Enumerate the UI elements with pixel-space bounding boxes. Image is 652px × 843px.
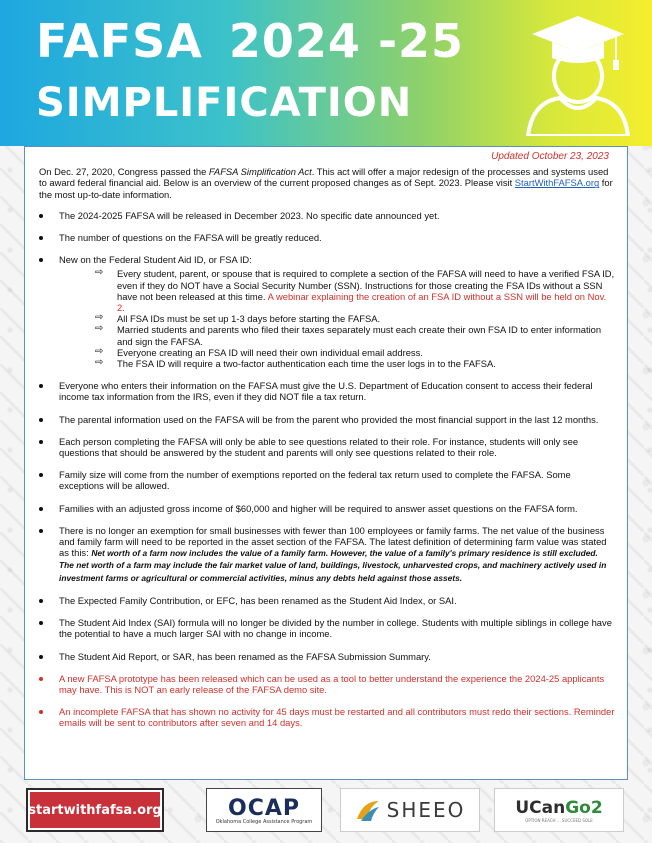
list-item: The Student Aid Index (SAI) formula will no longer be divided by the number in college. Students with multiple siblings in college have the potential to have a much larger SAI with no change in income. <box>37 617 615 639</box>
fsa-id-heading: New on the Federal Student Aid ID, or FSA ID: <box>59 254 252 266</box>
ucango2-logo-part-b: Go2 <box>565 797 603 818</box>
arrow-icon: ⇨ <box>95 312 104 324</box>
list-item: The parental information used on the FAFSA will be from the parent who provided the most financial support in the last 12 months. <box>37 414 615 425</box>
sub-item-text: The FSA ID will require a two-factor authentication each time the user logs in to the FAFSA. <box>117 358 496 370</box>
list-item: The 2024-2025 FAFSA will be released in December 2023. No specific date announced yet. <box>37 210 615 221</box>
list-item: Everyone who enters their information on the FAFSA must give the U.S. Department of Education consent to access their federal income tax information from the IRS, even if they did NOT file a tax return. <box>37 380 615 402</box>
ucango2-tagline: OPTION REACH ... SUCCEED SOLE <box>525 817 593 823</box>
updated-date: Updated October 23, 2023 <box>491 151 609 162</box>
list-item: The Expected Family Contribution, or EFC, has been renamed as the Student Aid Index, or SAI. <box>37 595 615 606</box>
ucango2-logo <box>494 788 624 832</box>
list-item: Family size will come from the number of exemptions reported on the federal tax return used to complete the FAFSA. Some exceptions will be allowed. <box>37 469 615 491</box>
banner-title-year: 2024 -25 <box>228 14 465 68</box>
list-item: The number of questions on the FAFSA will be greatly reduced. <box>37 232 615 243</box>
sub-list-item <box>95 268 615 313</box>
sub-list-item <box>95 358 615 369</box>
ocap-logo-subtext: Oklahoma College Assistance Program <box>215 818 313 825</box>
list-item: A new FAFSA prototype has been released which can be used as a tool to better understand the experience the 2024-25 applicants may have. This is NOT an early release of the FAFSA demo site. <box>37 673 615 695</box>
startwithfafsa-logo <box>26 788 164 832</box>
partner-logos <box>0 782 652 843</box>
graduate-icon <box>520 6 630 136</box>
list-item: Families with an adjusted gross income of $60,000 and higher will be required to answer asset questions on the FAFSA form. <box>37 503 615 514</box>
arrow-icon: ⇨ <box>95 345 104 357</box>
sub-list-item <box>95 324 615 346</box>
sheeo-logo-text: SHEEO <box>386 798 466 822</box>
intro-text-c: for the most up-to-date information. <box>39 177 613 200</box>
list-item: The Student Aid Report, or SAR, has been renamed as the FAFSA Submission Summary. <box>37 651 615 662</box>
intro-act-name: FAFSA Simplification Act <box>208 166 312 178</box>
ocap-logo-text: OCAP <box>228 795 300 821</box>
intro-paragraph <box>39 166 615 200</box>
farm-exemption-text: There is no longer an exemption for small businesses with fewer than 100 employees or family farms. The net value of the business and family farm will need to be reported in the asset section of the FAFSA. The latest definition of determining farm value was stated as this: <box>59 524 607 559</box>
intro-text-a: On Dec. 27, 2020, Congress passed the <box>39 166 209 178</box>
sheeo-mark-icon <box>355 797 381 823</box>
arrow-icon: ⇨ <box>95 357 104 369</box>
arrow-icon: ⇨ <box>95 323 104 335</box>
banner-title <box>36 14 464 68</box>
ocap-logo <box>206 788 322 832</box>
arrow-icon: ⇨ <box>95 267 104 279</box>
sub-item-text: Married students and parents who filed their taxes separately must each create their own FSA ID to enter information and sign the FAFSA. <box>117 324 602 347</box>
banner-title-main: FAFSA <box>36 14 203 68</box>
list-item: An incomplete FAFSA that has shown no activity for 45 days must be restarted and all contributors must redo their sections. Reminder emails will be sent to contributors after seven and 14 days. <box>37 706 615 728</box>
sheeo-logo <box>340 788 480 832</box>
startwithfafsa-logo-text: startwithfafsa.org <box>30 792 160 828</box>
sub-item-text: All FSA IDs must be set up 1-3 days before starting the FAFSA. <box>117 313 381 325</box>
fsa-id-sublist <box>59 268 615 369</box>
changes-list <box>37 210 615 729</box>
startwithfafsa-link[interactable]: StartWithFAFSA.org <box>514 177 600 189</box>
webinar-note: A webinar explaining the creation of an FSA ID without a SSN will be held on Nov. 2. <box>117 290 607 314</box>
banner-subtitle: SIMPLIFICATION <box>36 80 413 126</box>
intro-text-b: . This act will offer a major redesign of the processes and systems used to award federal financial aid. Below is an overview of the current proposed changes as of Sept. 2023. Please visit <box>39 166 609 189</box>
farm-definition: Net worth of a farm now includes the value of a family farm. However, the value of a family's primary residence is still excluded. The net worth of a farm may include the fair market value of land, buildings, livestock, unharvested crops, and machinery actively used in investment farms or agricultural or commercial activities, minus any debts held against those assets. <box>59 548 607 583</box>
header-banner <box>0 0 652 146</box>
list-item: Each person completing the FAFSA will only be able to see questions related to their role. For instance, students will only see questions that should be answered by the student and parents will only see questions related to their role. <box>37 436 615 458</box>
list-item <box>37 525 615 584</box>
sub-item-text: Everyone creating an FSA ID will need their own individual email address. <box>117 346 423 358</box>
ucango2-logo-text <box>515 798 602 818</box>
sub-list-item <box>95 313 615 324</box>
sub-item-text: Every student, parent, or spouse that is required to complete a section of the FAFSA will need to have a verified FSA ID, even if they do NOT have a Social Security Number (SSN). Instructions for those creating the FSA IDs without a SSN have not been released at this time. <box>117 268 615 302</box>
list-item <box>37 254 615 369</box>
sub-list-item <box>95 347 615 358</box>
ucango2-logo-part-a: UCan <box>515 797 566 818</box>
content-card <box>24 146 628 780</box>
